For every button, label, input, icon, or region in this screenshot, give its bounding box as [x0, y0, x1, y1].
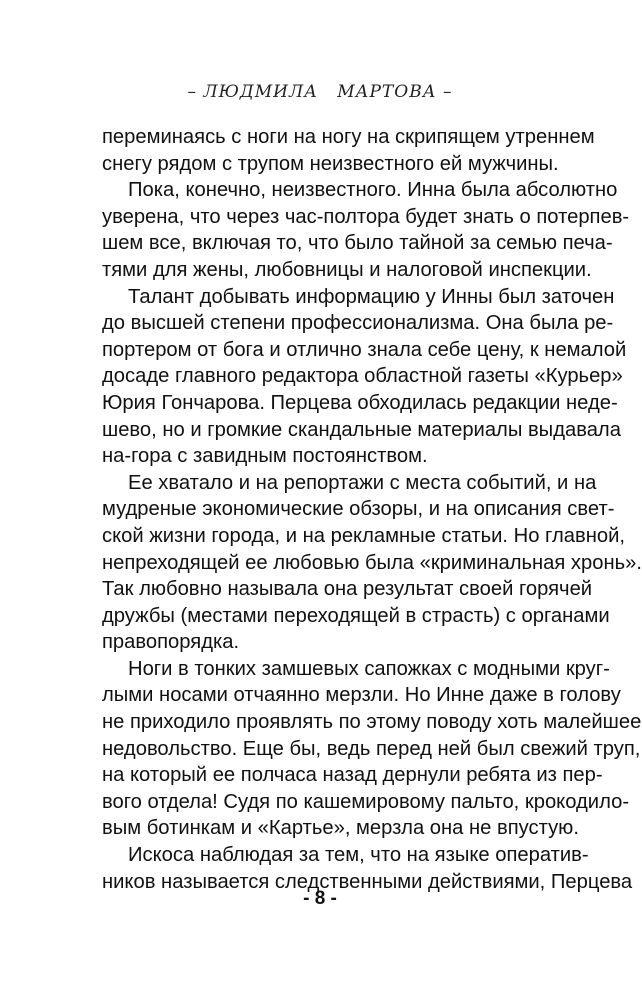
text-line: на который ее полчаса назад дернули ребята из пер-: [102, 764, 603, 787]
text-line: Юрия Гончарова. Перцева обходилась редакции недe-: [102, 391, 618, 414]
text-line: на-гора с завидным постоянством.: [102, 445, 428, 468]
page-number: - 8 -: [303, 888, 337, 909]
text-line: дружбы (местами переходящей в страсть) с органами: [102, 604, 610, 627]
text-line: шем все, включая то, что было тайной за семью печа-: [102, 232, 613, 255]
text-line: Пока, конечно, неизвестного. Инна была абсолютно: [128, 179, 618, 202]
text-line: Искоса наблюдая за тем, что на языке оператив-: [128, 844, 589, 867]
text-line: переминаясь с ноги на ногу на скрипящем утреннем: [102, 126, 595, 148]
text-line: шево, но и громкие скандальные материалы выдавала: [102, 418, 621, 441]
text-line: снегу рядом с трупом неизвестного ей мужчины.: [102, 152, 559, 175]
text-line: уверена, что через час-полтора будет знать о потерпев-: [102, 205, 630, 228]
text-line: мудреные экономические обзоры, и на описания свет-: [102, 498, 615, 521]
text-line: ников называется следственными действиями, Перцева: [102, 870, 633, 893]
text-line: портером от бога и отлично знала себе цену, к немалой: [102, 338, 627, 361]
text-line: лыми носами отчаянно мерзли. Но Инне даже в голову: [102, 684, 621, 707]
running-header: – ЛЮДМИЛА МАРТОВА –: [187, 82, 453, 102]
text-line: Ноги в тонких замшевых сапожках с модными круг-: [128, 657, 610, 680]
text-line: правопорядка.: [102, 631, 240, 654]
text-line: не приходило проявлять по этому поводу хоть малейшее: [102, 711, 642, 734]
text-line: Талант добывать информацию у Инны был заточен: [128, 285, 615, 308]
paragraph: [102, 656, 642, 842]
text-line: досаде главного редактора областной газеты «Курьер»: [102, 365, 623, 388]
text-line: ской жизни города, и на рекламные статьи. Но главной,: [102, 524, 625, 547]
text-line: Так любовно называла она результат своей горячей: [102, 578, 593, 601]
text-line: до высшей степени профессионализма. Она была ре-: [102, 312, 614, 335]
paragraph: [102, 177, 630, 283]
body-text: [102, 124, 642, 895]
text-line: Ее хватало и на репортажи с места событий, и на: [128, 471, 597, 494]
text-line: вым ботинкам и «Картье», мерзла она не впустую.: [102, 817, 579, 840]
text-line: недовольство. Еще бы, ведь перед ней был свежий труп,: [102, 737, 641, 760]
text-line: тями для жены, любовницы и налоговой инспекции.: [102, 258, 592, 281]
paragraph: [102, 470, 642, 656]
paragraph: [102, 284, 627, 470]
paragraph: [102, 124, 595, 177]
text-line: непреходящей ее любовью была «криминальная хронь».: [102, 551, 642, 574]
text-line: вого отдела! Судя по кашемировому пальто, крокодило-: [102, 790, 630, 813]
